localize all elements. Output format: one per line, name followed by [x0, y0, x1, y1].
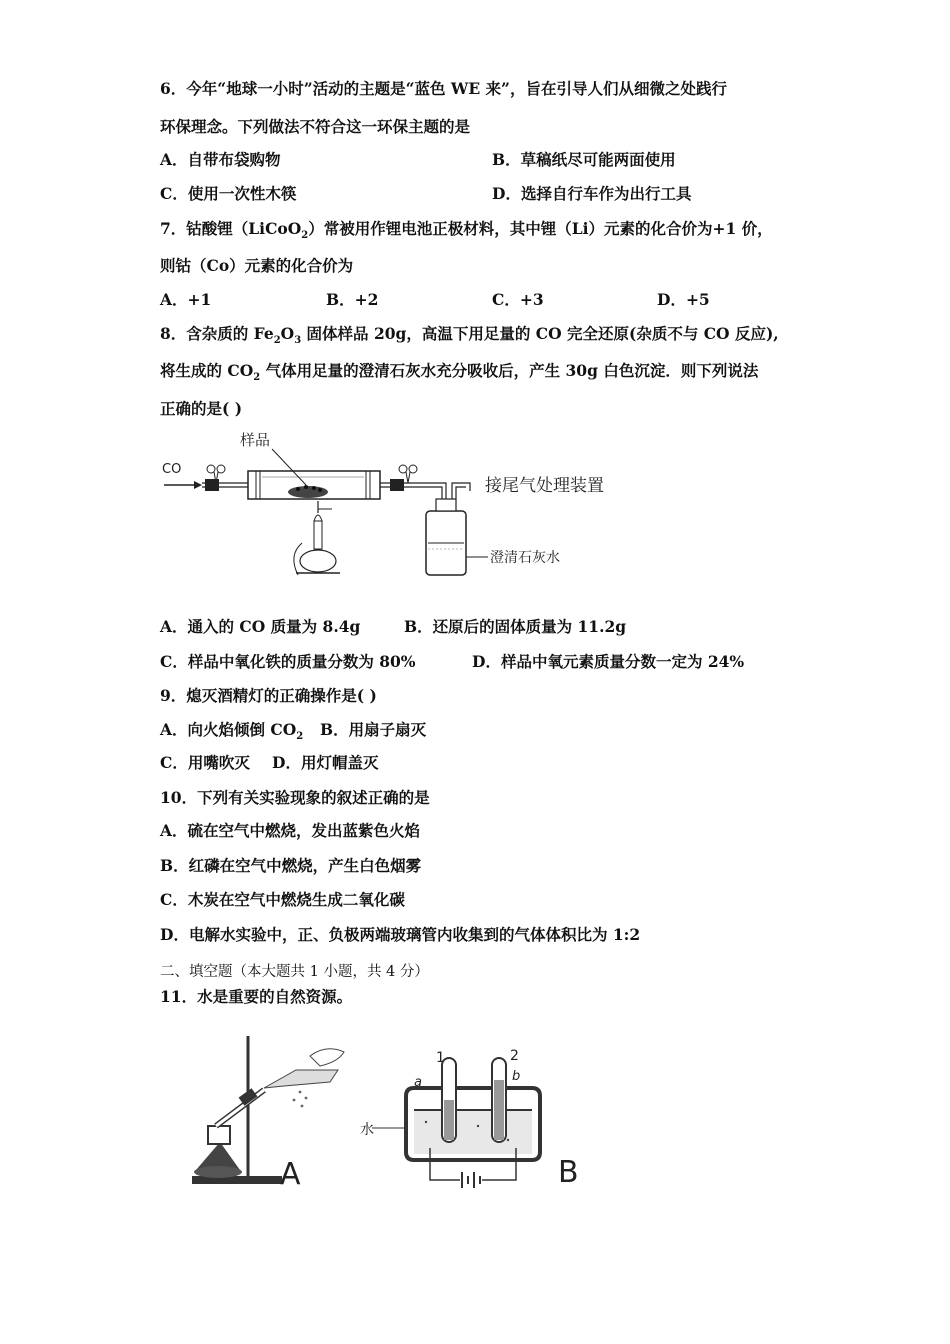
figure-label-water: 水	[360, 1122, 374, 1138]
clamp-left-icon	[207, 465, 215, 473]
q8-option-a: A．通入的 CO 质量为 8.4g	[160, 617, 361, 636]
q7-subscript: 2	[301, 230, 309, 242]
sample-powder	[288, 486, 328, 498]
q8-stem-line1	[160, 322, 779, 346]
q10-option-a: A．硫在空气中燃烧，发出蓝紫色火焰	[160, 821, 421, 840]
q7-stem-part1: 7．钴酸锂（LiCoO	[160, 219, 302, 238]
section-heading-fill-in: 二、填空题（本大题共 1 小题，共 4 分）	[160, 964, 429, 980]
q10-option-d: D．电解水实验中，正、负极两端玻璃管内收集到的气体体积比为 1:2	[160, 925, 641, 944]
figure-label-sample: 样品	[240, 431, 271, 449]
q9-option-c: C．用嘴吹灭	[160, 753, 250, 772]
q8-apparatus-figure	[160, 425, 630, 585]
figure-label-limewater: 澄清石灰水	[490, 550, 560, 566]
q8-stem-part1: 8．含杂质的 Fe	[160, 324, 274, 343]
clamp-right-icon	[399, 465, 407, 473]
q8-stem-part2: 固体样品 20g，高温下用足量的 CO 完全还原(杂质不与 CO 反应),	[301, 324, 779, 343]
q8-stem-part3: 将生成的 CO	[160, 361, 254, 380]
q9-option-a-sub: 2	[296, 731, 304, 743]
q8-stem-line3: 正确的是( )	[160, 399, 243, 418]
burner-a	[196, 1142, 240, 1170]
hand-icon	[310, 1049, 344, 1066]
q9-option-d: D．用灯帽盖灭	[272, 753, 379, 772]
figure-b-electrolysis	[360, 1048, 579, 1190]
q7-option-b: B．+2	[326, 290, 379, 309]
tube-label-1: 1	[436, 1050, 445, 1066]
q9-option-a	[160, 718, 303, 742]
figure-a-distillation	[192, 1036, 344, 1192]
burner-flame	[314, 515, 322, 521]
q7-option-a: A．+1	[160, 290, 212, 309]
figure-label-tail-gas: 接尾气处理装置	[485, 476, 604, 496]
figure-b-label: B	[558, 1155, 579, 1190]
q7-option-c: C．+3	[492, 290, 544, 309]
q8-sub-co2: 2	[253, 372, 261, 384]
electrode-label-a: a	[414, 1075, 422, 1090]
tube-label-2: 2	[510, 1048, 519, 1064]
q10-stem: 10．下列有关实验现象的叙述正确的是	[160, 788, 430, 807]
figure-label-co: CO	[162, 462, 182, 477]
q8-stem-o: O	[280, 324, 295, 343]
q10-option-c: C．木炭在空气中燃烧生成二氧化碳	[160, 890, 405, 909]
q8-stem-line2	[160, 359, 758, 383]
q8-sub-o: 3	[294, 335, 302, 347]
q8-option-b: B．还原后的固体质量为 11.2g	[404, 617, 627, 636]
q7-stem-part2: ）常被用作锂电池正极材料，其中锂（Li）元素的化合价为+1 价，	[308, 219, 773, 238]
q6-option-a: A．自带布袋购物	[160, 150, 281, 169]
q11-stem: 11．水是重要的自然资源。	[160, 987, 353, 1006]
alcohol-burner	[300, 550, 336, 572]
q7-option-d: D．+5	[657, 290, 710, 309]
q6-stem-line1: 6．今年“地球一小时”活动的主题是“蓝色 WE 来”，旨在引导人们从细微之处践行	[160, 79, 727, 98]
stand-base	[192, 1176, 282, 1184]
q8-option-d: D．样品中氧元素质量分数一定为 24%	[472, 652, 745, 671]
q6-stem-line2: 环保理念。下列做法不符合这一环保主题的是	[160, 117, 471, 136]
q6-option-d: D．选择自行车作为出行工具	[492, 184, 692, 203]
electrode-label-b: b	[512, 1069, 521, 1084]
q8-stem-part4: 气体用足量的澄清石灰水充分吸收后，产生 30g 白色沉淀．则下列说法	[260, 361, 759, 380]
q8-option-c: C．样品中氧化铁的质量分数为 80%	[160, 652, 416, 671]
outlet-stopper	[390, 479, 404, 491]
q8-sub-fe: 2	[273, 335, 281, 347]
q9-option-b: B．用扇子扇灭	[320, 720, 427, 739]
co-inlet-arrowhead	[194, 481, 202, 489]
q7-stem-line1	[160, 217, 773, 241]
q10-option-b: B．红磷在空气中燃烧，产生白色烟雾	[160, 856, 422, 875]
q6-option-c: C．使用一次性木筷	[160, 184, 297, 203]
q11-figure	[160, 1030, 600, 1220]
q9-option-a-text: A．向火焰倾倒 CO	[160, 720, 297, 739]
q6-option-b: B．草稿纸尽可能两面使用	[492, 150, 676, 169]
q7-stem-line2: 则钴（Co）元素的化合价为	[160, 256, 354, 275]
figure-a-label: A	[280, 1157, 301, 1192]
q9-stem: 9．熄灭酒精灯的正确操作是( )	[160, 686, 377, 705]
